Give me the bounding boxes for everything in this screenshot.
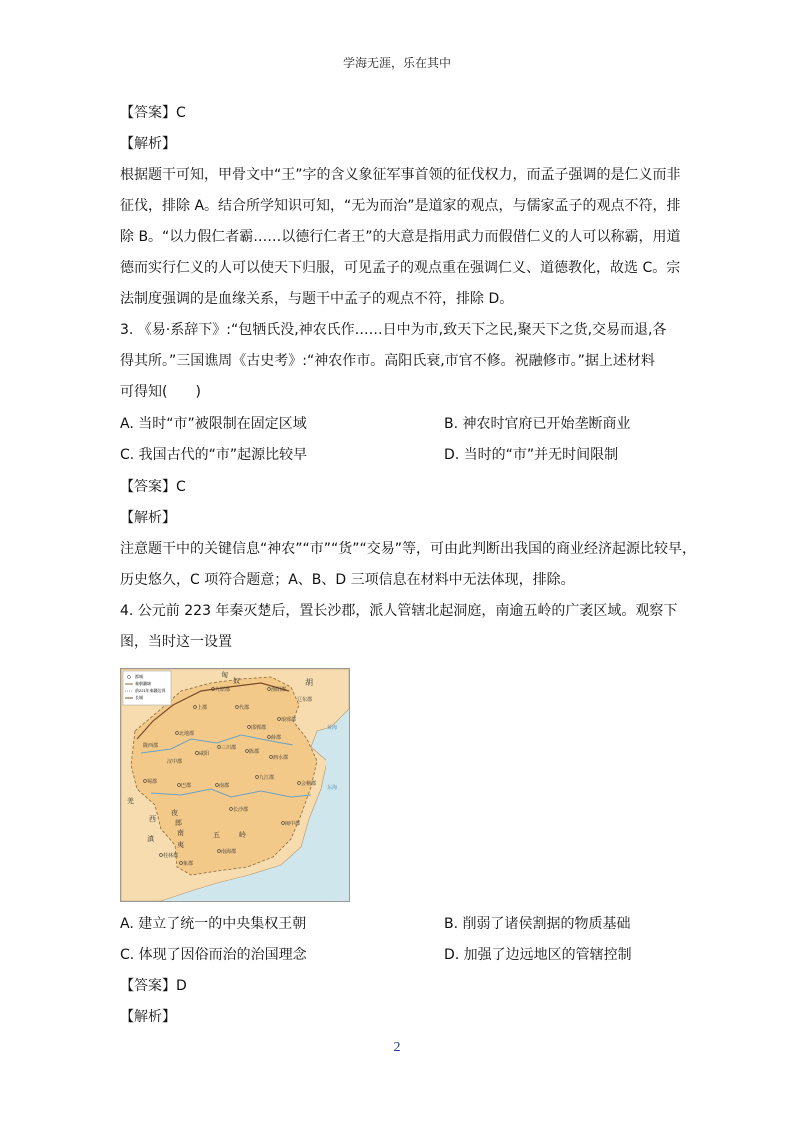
map-label: 东海 <box>327 785 338 791</box>
answer-label: 【答案】C <box>120 479 186 495</box>
map-legend-item: 秦朝疆域 <box>135 681 151 686</box>
map-label: 郎 <box>175 820 182 827</box>
q3-option-b: B. 神农时官府已开始垄断商业 <box>444 416 631 432</box>
map-label: 汉中郡 <box>167 759 183 765</box>
map-label: 滇 <box>147 836 154 843</box>
q3-option-d: D. 当时的“市”并无时间限制 <box>444 447 619 463</box>
map-label: 邯郸郡 <box>251 725 267 731</box>
q4-option-b: B. 削弱了诸侯割据的物质基础 <box>444 916 631 932</box>
map-label: 北地郡 <box>179 731 195 737</box>
map-label: 羌 <box>127 798 134 805</box>
map-label: 会稽郡 <box>301 781 317 787</box>
q4-option-d: D. 加强了边远地区的管辖控制 <box>444 947 632 963</box>
question-4-stem: 4. 公元前 223 年秦灭楚后，置长沙郡，派人管辖北起洞庭，南逾五岭的广袤区域。观察下 <box>120 603 678 619</box>
map-label: 南郡 <box>219 783 230 789</box>
map-label: 南 <box>177 830 184 837</box>
map-label: 三川郡 <box>221 745 237 751</box>
map-label: 泗水郡 <box>273 755 289 761</box>
q4-option-a: A. 建立了统一的中央集权王朝 <box>120 916 307 932</box>
map-label: 蜀郡 <box>147 779 158 785</box>
map-label: 琅邪郡 <box>281 717 297 723</box>
analysis-label: 【解析】 <box>120 136 176 152</box>
map-label: 辽东郡 <box>297 697 313 703</box>
map-label: 长沙郡 <box>233 807 249 813</box>
page-header: 学海无涯，乐在其中 <box>342 56 451 70</box>
map-label: 渔阳郡 <box>271 687 287 693</box>
map-label: 陇西郡 <box>143 743 159 749</box>
map-label: 桂林郡 <box>163 853 179 859</box>
map-label: 九江郡 <box>259 775 275 781</box>
map-label: 夷 <box>177 842 184 849</box>
analysis-text-line: 法制度强调的是血缘关系，与题干中孟子的观点不符，排除 D。 <box>120 291 514 307</box>
map-legend-item: 前221年秦疆边界 <box>135 688 166 693</box>
analysis-text-line: 根据题干可知，甲骨文中“王”字的含义象征军事首领的征伐权力，而孟子强调的是仁义而非 <box>120 167 681 183</box>
map-legend-item: 郡城 <box>135 674 143 679</box>
question-3-stem: 3. 《易·系辞下》:“包牺氏没,神农氏作……日中为市,致天下之民,聚天下之货,交易而退,各 <box>120 322 667 338</box>
map-label: 岭 <box>239 832 246 839</box>
answer-label: 【答案】C <box>120 105 186 121</box>
map-label: 闽中郡 <box>285 821 301 827</box>
map-label: 代郡 <box>239 705 250 711</box>
map-label: 奴 <box>233 678 240 685</box>
question-3-stem: 可得知( ) <box>120 384 201 400</box>
q4-option-c: C. 体现了因俗而治的治国理念 <box>120 947 307 963</box>
qin-territory-map <box>120 668 350 902</box>
map-label: 南海郡 <box>221 849 237 855</box>
map-label: 九原郡 <box>215 687 231 693</box>
question-3-stem: 得其所。”三国谯周《古史考》:“神农作市。高阳氏衰,市官不修。祝融修市。”据上述材料 <box>120 353 655 369</box>
answer-label: 【答案】D <box>120 978 187 994</box>
map-label: 匈 <box>221 672 228 679</box>
analysis-text-line: 征伐，排除 A。结合所学知识可知，“无为而治”是道家的观点，与儒家孟子的观点不符，排 <box>120 198 681 214</box>
map-label: 黄海 <box>327 725 338 731</box>
analysis-label: 【解析】 <box>120 510 176 526</box>
map-label: 象郡 <box>183 861 194 867</box>
map-label: 西 <box>149 816 156 823</box>
analysis-text-line: 注意题干中的关键信息“神农”“市”“货”“交易”等，可由此判断出我国的商业经济起源比较早， <box>120 541 697 557</box>
q3-option-c: C. 我国古代的“市”起源比较早 <box>120 447 308 463</box>
analysis-label: 【解析】 <box>120 1009 176 1025</box>
analysis-text-line: 德而实行仁义的人可以使天下归服，可见孟子的观点重在强调仁义、道德教化，故选 C。宗 <box>120 260 681 276</box>
map-legend-item: 长城 <box>135 695 143 700</box>
q3-option-a: A. 当时“市”被限制在固定区域 <box>120 416 307 432</box>
map-label: 薛郡 <box>271 735 282 741</box>
page-number: 2 <box>393 1040 401 1055</box>
map-label: 夜 <box>171 810 178 817</box>
question-4-stem: 图，当时这一设置 <box>120 634 232 650</box>
analysis-text-line: 除 B。“以力假仁者霸……以德行仁者王”的大意是指用武力而假借仁义的人可以称霸，用道 <box>120 229 681 245</box>
map-label: 五 <box>213 832 220 839</box>
map-label: 陈郡 <box>249 749 260 755</box>
map-label: 咸阳 <box>199 751 210 757</box>
map-label: 上郡 <box>197 705 208 711</box>
analysis-text-line: 历史悠久，C 项符合题意；A、B、D 三项信息在材料中无法体现，排除。 <box>120 572 575 588</box>
map-label: 巴郡 <box>181 783 192 789</box>
map-label: 胡 <box>305 678 313 687</box>
